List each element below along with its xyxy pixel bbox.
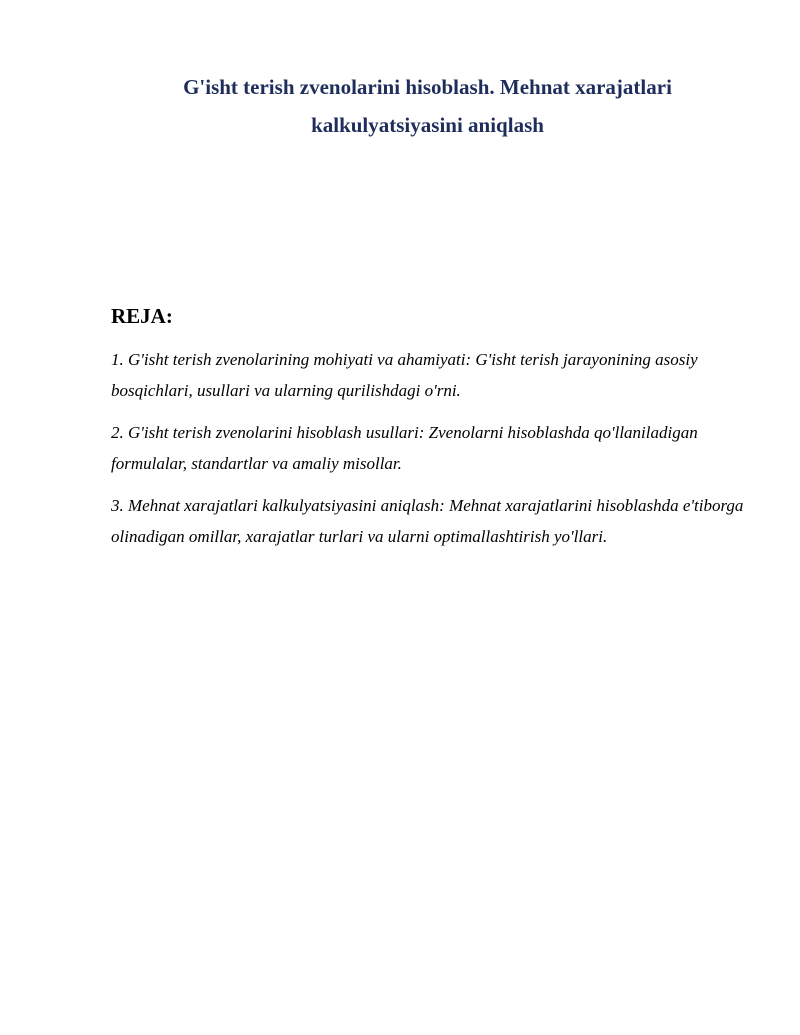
plan-item-2: 2. G'isht terish zvenolarini hisoblash usullari: Zvenolarni hisoblashda qo'llaniladigan formulalar, standartlar va amaliy misollar.	[111, 423, 698, 473]
document-title: G'isht terish zvenolarini hisoblash. Mehnat xarajatlari kalkulyatsiyasini aniqlash	[183, 75, 672, 137]
plan-item-3: 3. Mehnat xarajatlari kalkulyatsiyasini aniqlash: Mehnat xarajatlarini hisoblashda e'tiborga olinadigan omillar, xarajatlar turlari va ularni optimallashtirish yo'llari.	[111, 496, 744, 546]
plan-list	[111, 344, 751, 563]
plan-item-1: 1. G'isht terish zvenolarining mohiyati va ahamiyati: G'isht terish jarayonining asosiy bosqichlari, usullari va ularning qurilishdagi o'rni.	[111, 350, 698, 400]
plan-heading: REJA:	[111, 304, 173, 328]
